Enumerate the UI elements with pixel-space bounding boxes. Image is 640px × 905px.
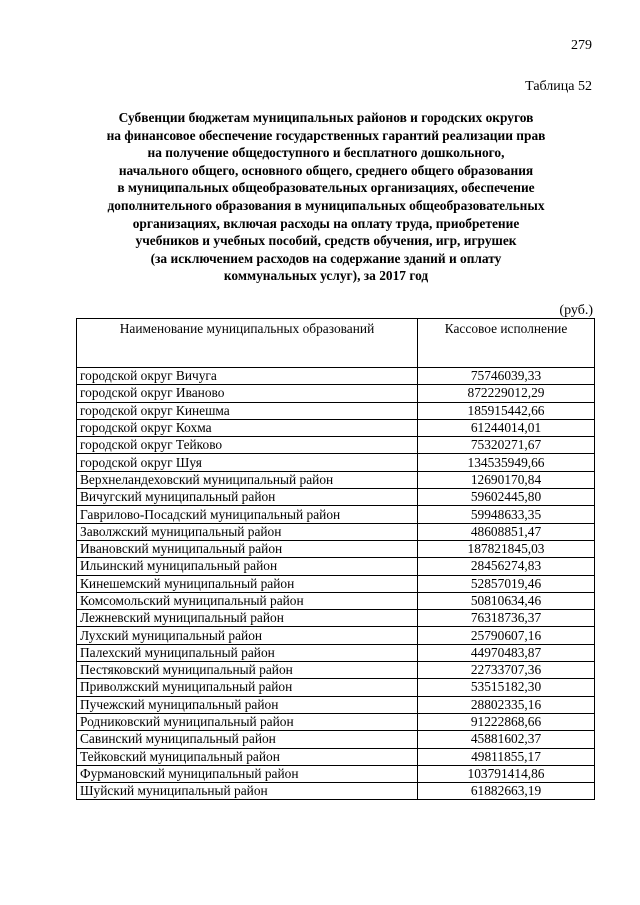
municipality-name: Заволжский муниципальный район bbox=[77, 523, 418, 540]
document-title bbox=[70, 109, 582, 285]
municipality-name: Ивановский муниципальный район bbox=[77, 540, 418, 557]
cash-execution-value: 103791414,86 bbox=[418, 765, 595, 782]
cash-execution-value: 12690170,84 bbox=[418, 471, 595, 488]
cash-execution-value: 44970483,87 bbox=[418, 644, 595, 661]
municipality-name: Шуйский муниципальный район bbox=[77, 783, 418, 800]
municipality-name: Пучежский муниципальный район bbox=[77, 696, 418, 713]
cash-execution-value: 45881602,37 bbox=[418, 731, 595, 748]
table-row bbox=[77, 627, 595, 644]
table-row bbox=[77, 419, 595, 436]
municipality-name: Верхнеландеховский муниципальный район bbox=[77, 471, 418, 488]
title-line: на получение общедоступного и бесплатного дошкольного, bbox=[147, 145, 505, 161]
data-table bbox=[76, 318, 595, 800]
table-row bbox=[77, 696, 595, 713]
table-header-row bbox=[77, 319, 595, 368]
cash-execution-value: 75746039,33 bbox=[418, 368, 595, 385]
municipality-name: Приволжский муниципальный район bbox=[77, 679, 418, 696]
cash-execution-value: 50810634,46 bbox=[418, 592, 595, 609]
municipality-name: Тейковский муниципальный район bbox=[77, 748, 418, 765]
cash-execution-value: 187821845,03 bbox=[418, 540, 595, 557]
municipality-name: Ильинский муниципальный район bbox=[77, 558, 418, 575]
table-row bbox=[77, 385, 595, 402]
table-row bbox=[77, 506, 595, 523]
municipality-name: городской округ Кохма bbox=[77, 419, 418, 436]
municipality-name: Комсомольский муниципальный район bbox=[77, 592, 418, 609]
cash-execution-value: 25790607,16 bbox=[418, 627, 595, 644]
table-row bbox=[77, 489, 595, 506]
municipality-name: Родниковский муниципальный район bbox=[77, 713, 418, 730]
title-line: учебников и учебных пособий, средств обучения, игр, игрушек bbox=[135, 233, 517, 249]
municipality-name: городской округ Шуя bbox=[77, 454, 418, 471]
title-line: организациях, включая расходы на оплату труда, приобретение bbox=[132, 215, 520, 231]
table-row bbox=[77, 644, 595, 661]
title-line: дополнительного образования в муниципальных общеобразовательных bbox=[107, 197, 545, 213]
cash-execution-value: 28802335,16 bbox=[418, 696, 595, 713]
cash-execution-value: 49811855,17 bbox=[418, 748, 595, 765]
table-label: Таблица 52 bbox=[525, 79, 592, 94]
cash-execution-value: 59948633,35 bbox=[418, 506, 595, 523]
page-number: 279 bbox=[571, 38, 592, 53]
municipality-name: городской округ Иваново bbox=[77, 385, 418, 402]
cash-execution-value: 75320271,67 bbox=[418, 437, 595, 454]
cash-execution-value: 91222868,66 bbox=[418, 713, 595, 730]
municipality-name: Палехский муниципальный район bbox=[77, 644, 418, 661]
municipality-name: Лежневский муниципальный район bbox=[77, 610, 418, 627]
title-line: (за исключением расходов на содержание зданий и оплату bbox=[150, 250, 502, 266]
table-row bbox=[77, 368, 595, 385]
municipality-name: Лухский муниципальный район bbox=[77, 627, 418, 644]
header-amount: Кассовое исполнение bbox=[418, 319, 595, 368]
table-row bbox=[77, 402, 595, 419]
cash-execution-value: 59602445,80 bbox=[418, 489, 595, 506]
cash-execution-value: 28456274,83 bbox=[418, 558, 595, 575]
table-row bbox=[77, 558, 595, 575]
cash-execution-value: 134535949,66 bbox=[418, 454, 595, 471]
table-row bbox=[77, 713, 595, 730]
table-row bbox=[77, 471, 595, 488]
table-row bbox=[77, 783, 595, 800]
cash-execution-value: 185915442,66 bbox=[418, 402, 595, 419]
cash-execution-value: 61244014,01 bbox=[418, 419, 595, 436]
cash-execution-value: 22733707,36 bbox=[418, 662, 595, 679]
cash-execution-value: 61882663,19 bbox=[418, 783, 595, 800]
table-row bbox=[77, 748, 595, 765]
table-row bbox=[77, 731, 595, 748]
cash-execution-value: 52857019,46 bbox=[418, 575, 595, 592]
table-row bbox=[77, 575, 595, 592]
municipality-name: Кинешемский муниципальный район bbox=[77, 575, 418, 592]
table-row bbox=[77, 523, 595, 540]
title-line: Субвенции бюджетам муниципальных районов и городских округов bbox=[118, 110, 534, 125]
table-row bbox=[77, 540, 595, 557]
municipality-name: Вичугский муниципальный район bbox=[77, 489, 418, 506]
municipality-name: Гаврилово-Посадский муниципальный район bbox=[77, 506, 418, 523]
title-line: коммунальных услуг), за 2017 год bbox=[223, 268, 429, 284]
cash-execution-value: 872229012,29 bbox=[418, 385, 595, 402]
municipality-name: городской округ Кинешма bbox=[77, 402, 418, 419]
table-row bbox=[77, 610, 595, 627]
municipality-name: Пестяковский муниципальный район bbox=[77, 662, 418, 679]
table-row bbox=[77, 679, 595, 696]
table-row bbox=[77, 437, 595, 454]
table-row bbox=[77, 454, 595, 471]
cash-execution-value: 53515182,30 bbox=[418, 679, 595, 696]
municipality-name: Савинский муниципальный район bbox=[77, 731, 418, 748]
title-line: в муниципальных общеобразовательных организациях, обеспечение bbox=[117, 180, 535, 196]
unit-label: (руб.) bbox=[559, 303, 593, 318]
cash-execution-value: 48608851,47 bbox=[418, 523, 595, 540]
municipality-name: Фурмановский муниципальный район bbox=[77, 765, 418, 782]
table-row bbox=[77, 662, 595, 679]
title-line: на финансовое обеспечение государственных гарантий реализации прав bbox=[106, 127, 546, 143]
cash-execution-value: 76318736,37 bbox=[418, 610, 595, 627]
municipality-name: городской округ Тейково bbox=[77, 437, 418, 454]
municipality-name: городской округ Вичуга bbox=[77, 368, 418, 385]
table-row bbox=[77, 592, 595, 609]
title-line: начального общего, основного общего, среднего общего образования bbox=[118, 162, 534, 178]
table-row bbox=[77, 765, 595, 782]
header-name: Наименование муниципальных образований bbox=[77, 319, 418, 368]
